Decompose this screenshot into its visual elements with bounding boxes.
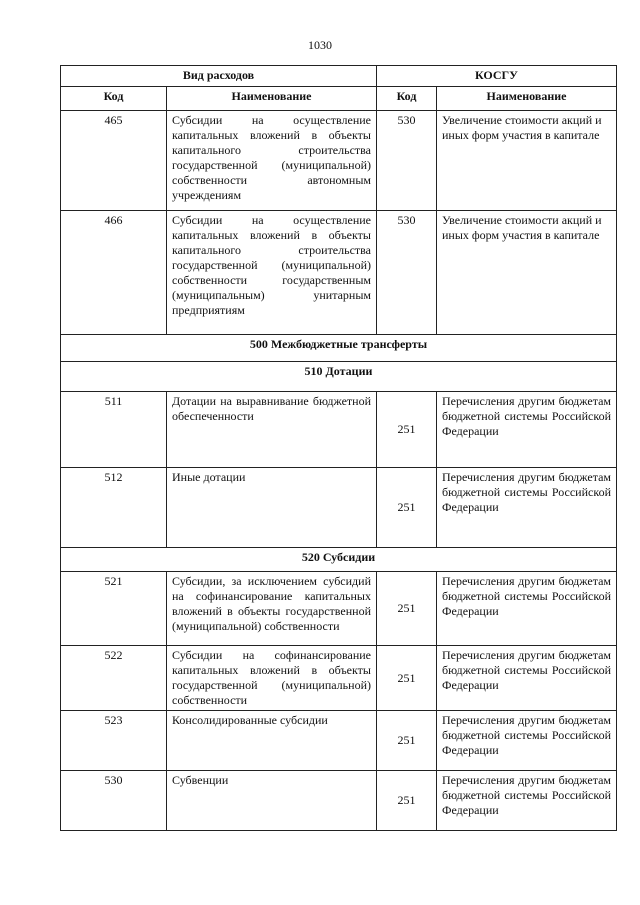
table-row [61,771,617,831]
table-row [61,111,617,211]
expense-code: 512 [61,468,167,548]
expense-name: Субсидии на софинансирование капитальных вложений в объекты государственной (муниципальной) собственности [167,646,377,711]
kosgu-name: Перечисления другим бюджетам бюджетной системы Российской Федерации [437,711,617,771]
table-row [61,646,617,711]
table-row [61,211,617,335]
kosgu-code-column-header: Код [377,87,437,111]
expense-code: 530 [61,771,167,831]
kosgu-name: Перечисления другим бюджетам бюджетной системы Российской Федерации [437,646,617,711]
expense-code: 511 [61,392,167,468]
kosgu-name: Увеличение стоимости акций и иных форм участия в капитале [437,111,617,211]
kosgu-code: 251 [377,771,437,831]
kosgu-code: 251 [377,711,437,771]
table-row [61,392,617,468]
kosgu-name: Перечисления другим бюджетам бюджетной системы Российской Федерации [437,468,617,548]
expense-name: Субсидии, за исключением субсидий на софинансирование капитальных вложений в объекты государственной (муниципальной) собственности [167,572,377,646]
expense-code: 466 [61,211,167,335]
expense-code: 521 [61,572,167,646]
expense-name: Субсидии на осуществление капитальных вложений в объекты капитального строительства государственной (муниципальной) собственности автономным учреждениям [167,111,377,211]
kosgu-name: Перечисления другим бюджетам бюджетной системы Российской Федерации [437,392,617,468]
kosgu-name-column-header: Наименование [437,87,617,111]
kosgu-name: Перечисления другим бюджетам бюджетной системы Российской Федерации [437,771,617,831]
budget-classification-table [60,65,617,831]
expense-code: 523 [61,711,167,771]
expense-type-header: Вид расходов [61,66,377,87]
code-column-header: Код [61,87,167,111]
kosgu-code: 251 [377,392,437,468]
expense-name: Консолидированные субсидии [167,711,377,771]
expense-code: 522 [61,646,167,711]
kosgu-code: 530 [377,211,437,335]
kosgu-code: 251 [377,646,437,711]
table-row [61,468,617,548]
name-column-header: Наименование [167,87,377,111]
table-row [61,711,617,771]
section-heading: 500 Межбюджетные трансферты [61,335,617,362]
section-heading: 520 Субсидии [61,548,617,572]
section-heading: 510 Дотации [61,362,617,392]
expense-name: Дотации на выравнивание бюджетной обеспеченности [167,392,377,468]
kosgu-name: Перечисления другим бюджетам бюджетной системы Российской Федерации [437,572,617,646]
table-row [61,572,617,646]
expense-code: 465 [61,111,167,211]
expense-name: Иные дотации [167,468,377,548]
kosgu-name: Увеличение стоимости акций и иных форм участия в капитале [437,211,617,335]
page-number: 1030 [308,38,332,52]
kosgu-code: 251 [377,468,437,548]
kosgu-code: 530 [377,111,437,211]
expense-name: Субсидии на осуществление капитальных вложений в объекты капитального строительства государственной (муниципальной) собственности государственным (муниципальным) унитарным предприятиям [167,211,377,335]
kosgu-code: 251 [377,572,437,646]
kosgu-header: КОСГУ [377,66,617,87]
expense-name: Субвенции [167,771,377,831]
